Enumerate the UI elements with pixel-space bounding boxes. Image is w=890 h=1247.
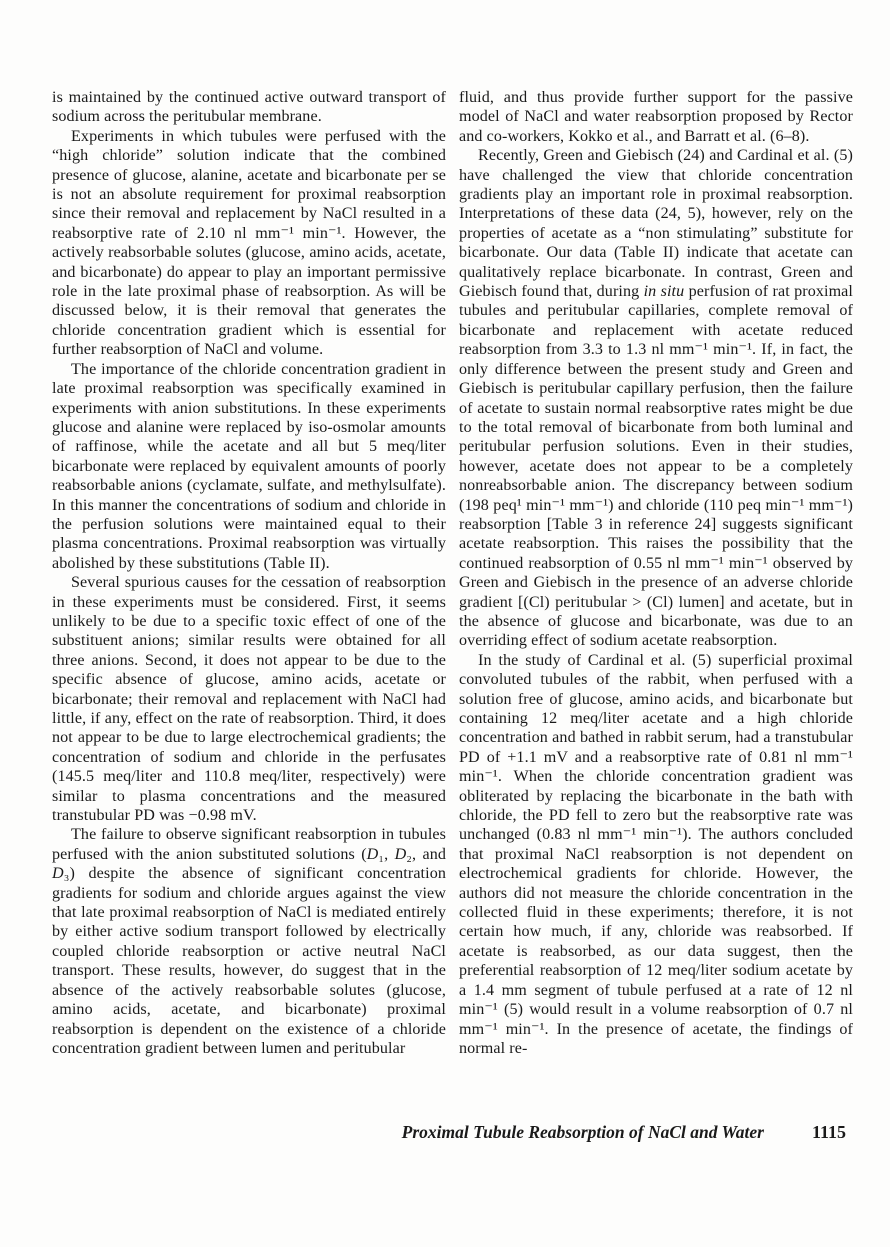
paragraph	[459, 651, 853, 1059]
paragraph	[459, 88, 853, 146]
text-run: Several spurious causes for the cessation of reabsorption in these experiments must be considered. First, it seems unlikely to be due to a specific toxic effect of one of the substituent anions; similar results were obtained for all three anions. Second, it does not appear to be due to the specific absence of glucose, amino acids, acetate or bicarbonate; their removal and replacement with NaCl had little, if any, effect on the rate of reabsorption. Third, it does not appear to be due to large electrochemical gradients; the concentration of sodium and chloride in the perfusates (145.5 meq/liter and 110.8 meq/liter, respectively) were similar to plasma concentrations and the measured transtubular PD was −0.98 mV.	[52, 574, 446, 825]
text-run: in situ	[643, 283, 685, 301]
left-column	[52, 88, 446, 1058]
text-run: D	[366, 845, 379, 863]
text-run: ₁,	[378, 845, 395, 863]
text-run: In the study of Cardinal et al. (5) superficial proximal convoluted tubules of the rabbit, when perfused with a solution free of glucose, amino acids, and bicarbonate but containing 12 meq/liter acetate and a high chloride concentration and bathed in rabbit serum, had a transtubular PD of +1.1 mV and a reabsorptive rate of 0.81 nl mm⁻¹ min⁻¹. When the chloride concentration gradient was obliterated by replacing the bicarbonate in the bath with chloride, the PD fell to zero but the reabsorptive rate was unchanged (0.83 nl mm⁻¹ min⁻¹). The authors concluded that proximal NaCl reabsorption is not dependent on electrochemical gradients for chloride. However, the authors did not measure the chloride concentration in the collected fluid in these experiments; therefore, it is not certain how much, if any, chloride was reabsorbed. If acetate is reabsorbed, as our data suggest, then the preferential reabsorption of 12 meq/liter sodium acetate by a 1.4 mm segment of tubule perfused at a rate of 12 nl min⁻¹ (5) would result in a volume reabsorption of 0.7 nl mm⁻¹ min⁻¹. In the presence of acetate, the findings of normal re-	[459, 651, 853, 1057]
text-run: fluid, and thus provide further support for the passive model of NaCl and water reabsorption proposed by Rector and co-workers, Kokko et al., and Barratt et al. (6–8).	[459, 89, 853, 145]
text-run: The failure to observe significant reabsorption in tubules perfused with the anion substituted solutions (	[52, 826, 446, 863]
text-run: ₃) despite the absence of significant concentration gradients for sodium and chloride argues against the view that late proximal reabsorption of NaCl is mediated entirely by either active sodium transport followed by electrically coupled chloride reabsorption or active neutral NaCl transport. These results, however, do suggest that in the absence of the actively reabsorbable solutes (glucose, amino acids, acetate, and bicarbonate) proximal reabsorption is dependent on the existence of a chloride concentration gradient between lumen and peritubular	[52, 865, 446, 1057]
two-column-text-body	[52, 88, 853, 1058]
text-run: is maintained by the continued active outward transport of sodium across the peritubular membrane.	[52, 89, 446, 126]
text-run: perfusion of rat proximal tubules and peritubular capillaries, complete removal of bicarbonate and replacement with acetate reduced reabsorption from 3.3 to 1.3 nl mm⁻¹ min⁻¹. If, in fact, the only difference between the present study and Green and Giebisch is peritubular capillary perfusion, then the failure of acetate to sustain normal reabsorptive rates might be due to the total removal of bicarbonate from both luminal and peritubular perfusion solutions. Even in their studies, however, acetate does not appear to be a completely nonreabsorbable anion. The discrepancy between sodium (198 peq¹ min⁻¹ mm⁻¹) and chloride (110 peq min⁻¹ mm⁻¹) reabsorption [Table 3 in reference 24] suggests significant acetate reabsorption. This raises the possibility that the continued reabsorption of 0.55 nl mm⁻¹ min⁻¹ observed by Green and Giebisch in the presence of an adverse chloride gradient [(Cl) peritubular > (Cl) lumen] and acetate, but in the absence of glucose and bicarbonate, was due to an overriding effect of sodium acetate reabsorption.	[459, 283, 853, 650]
text-run: D	[394, 845, 407, 863]
text-run: ₂, and	[406, 845, 446, 863]
text-run: The importance of the chloride concentration gradient in late proximal reabsorption was specifically examined in experiments with anion substitutions. In these experiments glucose and alanine were replaced by iso-osmolar amounts of raffinose, while the acetate and all but 5 meq/liter bicarbonate were replaced by equivalent amounts of poorly reabsorbable anions (cyclamate, sulfate, and methylsulfate). In this manner the concentrations of sodium and chloride in the perfusion solutions were maintained equal to their plasma concentrations. Proximal reabsorption was virtually abolished by these substitutions (Table II).	[52, 360, 446, 572]
text-run: D	[52, 865, 64, 883]
paragraph	[52, 825, 446, 1058]
paragraph	[52, 127, 446, 360]
page-number: 1115	[811, 1122, 846, 1142]
running-title: Proximal Tubule Reabsorption of NaCl and Water	[401, 1122, 764, 1142]
page-footer	[52, 1122, 846, 1143]
paragraph	[52, 573, 446, 825]
text-run: Recently, Green and Giebisch (24) and Cardinal et al. (5) have challenged the view that chloride concentration gradients play an important role in proximal reabsorption. Interpretations of these data (24, 5), however, rely on the properties of acetate as a “non stimulating” substitute for bicarbonate. Our data (Table II) indicate that acetate can qualitatively replace bicarbonate. In contrast, Green and Giebisch found that, during	[459, 147, 853, 301]
right-column	[459, 88, 853, 1058]
paragraph	[459, 146, 853, 651]
text-run: Experiments in which tubules were perfused with the “high chloride” solution indicate that the combined presence of glucose, alanine, acetate and bicarbonate per se is not an absolute requirement for proximal reabsorption since their removal and replacement by NaCl resulted in a reabsorptive rate of 2.10 nl mm⁻¹ min⁻¹. However, the actively reabsorbable solutes (glucose, amino acids, acetate, and bicarbonate) do appear to play an important permissive role in the late proximal phase of reabsorption. As will be discussed below, it is their removal that generates the chloride concentration gradient which is essential for further reabsorption of NaCl and volume.	[52, 127, 446, 359]
paragraph	[52, 88, 446, 127]
paragraph	[52, 360, 446, 573]
